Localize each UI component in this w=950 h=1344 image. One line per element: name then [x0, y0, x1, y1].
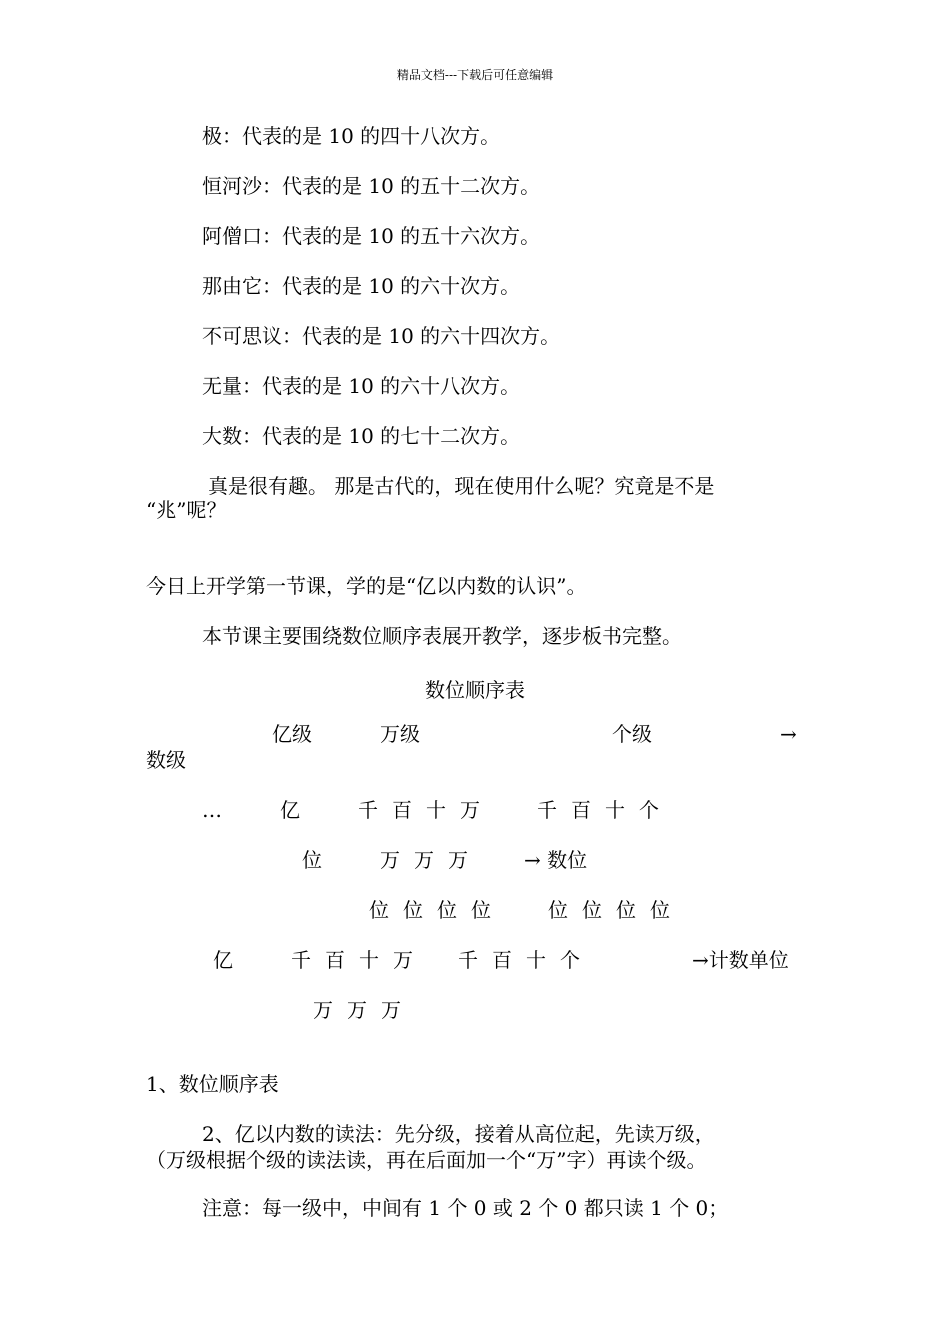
- unit-item: 不可思议：代表的是 10 的六十四次方。: [202, 324, 561, 348]
- unit-cell: 十: [526, 948, 546, 972]
- unit-item: 大数：代表的是 10 的七十二次方。: [202, 424, 521, 448]
- digit-cell: 亿: [280, 798, 300, 822]
- lesson-paragraph: 本节课主要围绕数位顺序表展开教学，逐步板书完整。: [202, 624, 682, 648]
- digit-cell: 位: [616, 898, 636, 922]
- digit-position-label: → 数位: [524, 848, 588, 872]
- level-label: 数级: [146, 748, 186, 772]
- digit-cell: 十: [605, 798, 625, 822]
- unit-cell: 百: [492, 948, 512, 972]
- unit-item: 阿僧口：代表的是 10 的五十六次方。: [202, 224, 541, 248]
- digit-cell: 十: [426, 798, 446, 822]
- level-arrow: →: [780, 722, 797, 746]
- section-2-line1: 2、亿以内数的读法：先分级，接着从高位起，先读万级，: [202, 1122, 715, 1146]
- digit-cell: 万: [460, 798, 480, 822]
- unit-cell: 个: [560, 948, 580, 972]
- digit-ellipsis: …: [202, 798, 222, 822]
- digit-cell: 位: [650, 898, 670, 922]
- digit-cell: 位: [471, 898, 491, 922]
- digit-cell: 百: [571, 798, 591, 822]
- digit-cell: 位: [548, 898, 568, 922]
- note-paragraph: 注意：每一级中，中间有 1 个 0 或 2 个 0 都只读 1 个 0；: [202, 1196, 729, 1220]
- unit-item: 那由它：代表的是 10 的六十次方。: [202, 274, 521, 298]
- digit-cell: 个: [639, 798, 659, 822]
- unit-cell: 万: [393, 948, 413, 972]
- level-wan: 万级: [380, 722, 420, 746]
- table-title: 数位顺序表: [425, 678, 525, 702]
- digit-cell: 万: [380, 848, 400, 872]
- unit-item: 无量：代表的是 10 的六十八次方。: [202, 374, 521, 398]
- unit-cell: 百: [325, 948, 345, 972]
- level-ge: 个级: [612, 722, 652, 746]
- unit-item: 极：代表的是 10 的四十八次方。: [202, 124, 501, 148]
- digit-cell: 位: [403, 898, 423, 922]
- digit-cell: 万: [414, 848, 434, 872]
- page-header: 精品文档---下载后可任意编辑: [396, 68, 554, 82]
- unit-cell: 万: [313, 998, 333, 1022]
- digit-cell: 位: [437, 898, 457, 922]
- digit-cell: 位: [582, 898, 602, 922]
- unit-cell: 亿: [213, 948, 233, 972]
- unit-cell: 千: [458, 948, 478, 972]
- section-1-heading: 1、数位顺序表: [146, 1072, 279, 1096]
- counting-unit-label: →计数单位: [692, 948, 789, 972]
- unit-item: 恒河沙：代表的是 10 的五十二次方。: [202, 174, 541, 198]
- digit-cell: 万: [448, 848, 468, 872]
- interest-paragraph-line2: “兆”呢？: [146, 498, 227, 522]
- today-paragraph: 今日上开学第一节课，学的是“亿以内数的认识”。: [146, 574, 587, 598]
- unit-cell: 十: [359, 948, 379, 972]
- unit-cell: 万: [347, 998, 367, 1022]
- digit-cell: 千: [358, 798, 378, 822]
- digit-cell: 位: [302, 848, 322, 872]
- digit-cell: 百: [392, 798, 412, 822]
- section-2-line2: （万级根据个级的读法读，再在后面加一个“万”字）再读个级。: [146, 1148, 707, 1172]
- digit-cell: 位: [369, 898, 389, 922]
- unit-cell: 万: [381, 998, 401, 1022]
- digit-cell: 千: [537, 798, 557, 822]
- interest-paragraph-line1: 真是很有趣。 那是古代的，现在使用什么呢？究竟是不是: [208, 474, 715, 498]
- unit-cell: 千: [291, 948, 311, 972]
- level-yi: 亿级: [272, 722, 312, 746]
